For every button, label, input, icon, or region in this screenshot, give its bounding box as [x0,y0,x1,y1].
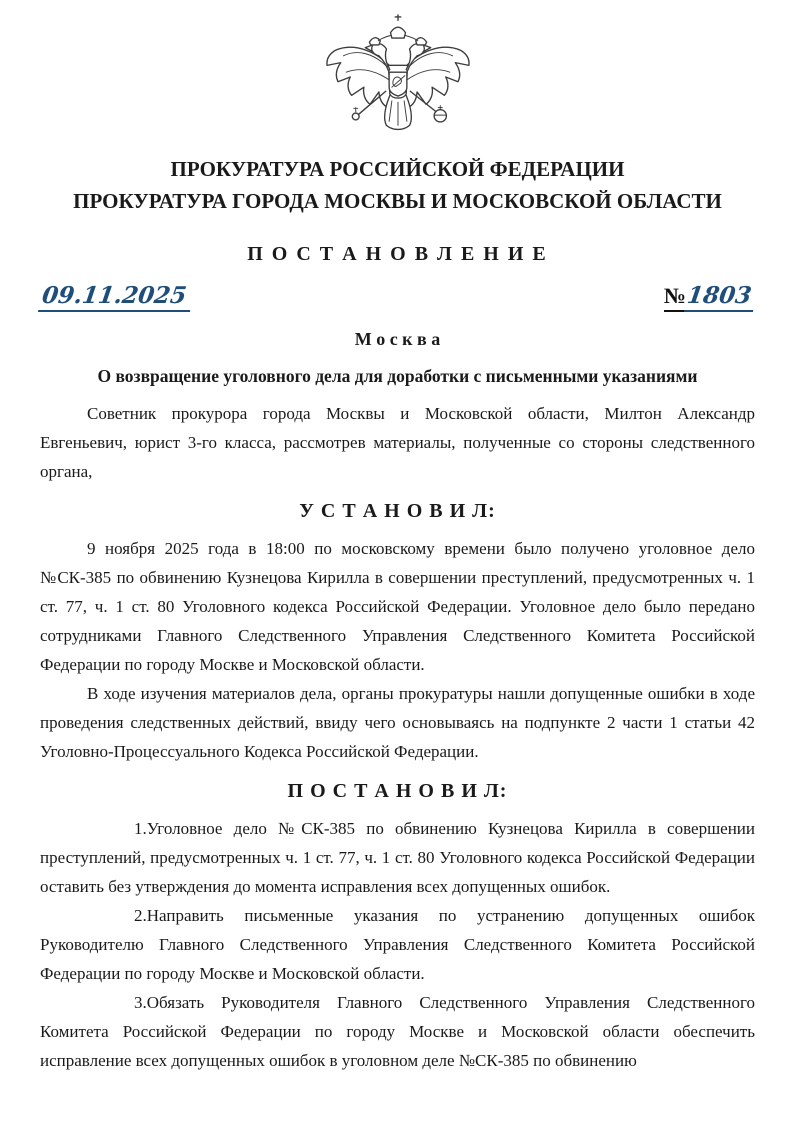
org-name-line2: ПРОКУРАТУРА ГОРОДА МОСКВЫ И МОСКОВСКОЙ ОБЛАСТИ [73,189,722,213]
resolved-heading: П О С Т А Н О В И Л: [287,780,508,802]
resolved-item-text: Направить письменные указания по устранению допущенных ошибок Руководителю Главного Следственного Управления Следственного Комитета Российской Федерации по городу Москве и Московской области. [40,906,755,983]
date-number-row [40,278,755,312]
established-paragraph: 9 ноября 2025 года в 18:00 по московскому времени было получено уголовное дело №СК-385 по обвинению Кузнецова Кирилла в совершении преступлений, предусмотренных ч. 1 ст. 77, ч. 1 ст. 80 Уголовного кодекса Российской Федерации. Уголовное дело было передано сотрудниками Главного Следственного Управления Следственного Комитета Российской Федерации по городу Москве и Московской области. [40,539,755,674]
resolved-item [40,901,755,988]
number-sign: № [664,283,686,312]
resolved-item-number: 2. [134,906,147,925]
double-headed-eagle-coat-of-arms-icon [323,12,473,146]
document-subject: О возвращение уголовного дела для доработки с письменными указаниями [97,366,698,386]
resolved-item-text: Уголовное дело №СК-385 по обвинению Кузнецова Кирилла в совершении преступлений, предусмотренных ч. 1 ст. 77, ч. 1 ст. 80 Уголовного кодекса Российской Федерации оставить без утверждения до момента исправления всех допущенных ошибок. [40,819,755,896]
document-type-title: П О С Т А Н О В Л Е Н И Е [247,243,548,265]
org-name-line1: ПРОКУРАТУРА РОССИЙСКОЙ ФЕДЕРАЦИИ [170,157,625,181]
document-date: 09.11.2025 [38,283,194,312]
resolved-item [40,988,755,1075]
emblem-container [40,12,755,146]
document-number [664,283,755,312]
resolved-item-text: Обязать Руководителя Главного Следственного Управления Следственного Комитета Российской Федерации по городу Москве и Московской области обеспечить исправление всех допущенных ошибок в уголовном деле №СК-385 по обвинению [40,993,755,1070]
resolved-item [40,814,755,901]
established-paragraph: В ходе изучения материалов дела, органы прокуратуры нашли допущенные ошибки в ходе проведения следственных действий, ввиду чего основываясь на подпункте 2 части 1 статьи 42 Уголовно-Процессуального Кодекса Российской Федерации. [40,684,755,761]
city-line: М о с к в а [354,329,441,349]
number-value: 1803 [684,283,757,312]
preamble-paragraph: Советник прокурора города Москвы и Московской области, Милтон Александр Евгеньевич, юрист 3-го класса, рассмотрев материалы, полученные со стороны следственного органа, [40,404,755,481]
resolved-item-number: 1. [134,819,147,838]
resolved-item-number: 3. [134,993,147,1012]
established-heading: У С Т А Н О В И Л: [299,500,496,522]
